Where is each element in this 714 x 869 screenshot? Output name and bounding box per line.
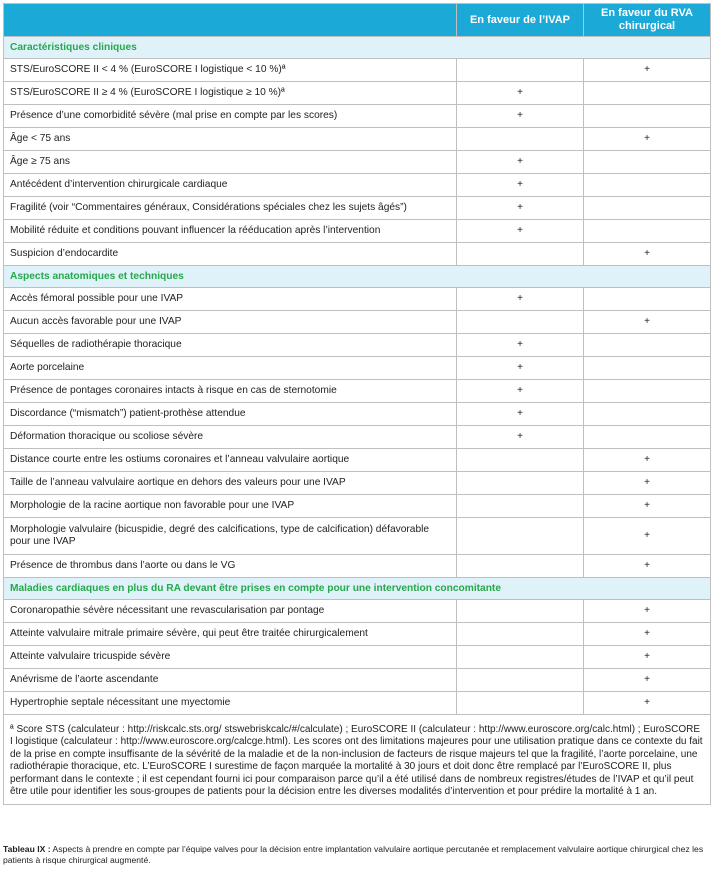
table-row <box>4 646 711 669</box>
rva-mark-cell <box>584 82 711 105</box>
table-row <box>4 334 711 357</box>
ivap-mark-cell: + <box>457 288 584 311</box>
header-ivap: En faveur de l’IVAP <box>457 4 584 37</box>
rva-mark-cell <box>584 105 711 128</box>
table-header-row <box>4 4 711 37</box>
ivap-mark-cell: + <box>457 403 584 426</box>
ivap-mark-cell: + <box>457 334 584 357</box>
caption-label: Tableau IX : <box>3 844 51 854</box>
rva-mark-cell: + <box>584 449 711 472</box>
rva-mark-cell <box>584 357 711 380</box>
criterion-cell: Présence de pontages coronaires intacts à risque en cas de sternotomie <box>4 380 457 403</box>
table-row <box>4 311 711 334</box>
table-row <box>4 600 711 623</box>
rva-mark-cell: + <box>584 243 711 266</box>
criterion-cell: Atteinte valvulaire mitrale primaire sévère, qui peut être traitée chirurgicalement <box>4 623 457 646</box>
criterion-cell: Suspicion d’endocardite <box>4 243 457 266</box>
criterion-cell: Présence d’une comorbidité sévère (mal prise en compte par les scores) <box>4 105 457 128</box>
table-row <box>4 426 711 449</box>
table-row <box>4 174 711 197</box>
criterion-cell: Atteinte valvulaire tricuspide sévère <box>4 646 457 669</box>
header-blank-cell <box>4 4 457 37</box>
ivap-mark-cell: + <box>457 426 584 449</box>
criterion-cell: Aorte porcelaine <box>4 357 457 380</box>
criterion-cell: Coronaropathie sévère nécessitant une revascularisation par pontage <box>4 600 457 623</box>
rva-mark-cell <box>584 197 711 220</box>
table-row <box>4 59 711 82</box>
ivap-mark-cell <box>457 669 584 692</box>
table-row <box>4 518 711 555</box>
rva-mark-cell: + <box>584 311 711 334</box>
rva-mark-cell: + <box>584 646 711 669</box>
table-row <box>4 220 711 243</box>
rva-mark-cell: + <box>584 692 711 715</box>
ivap-mark-cell <box>457 311 584 334</box>
criterion-cell: Fragilité (voir “Commentaires généraux, Considérations spéciales chez les sujets âgés”) <box>4 197 457 220</box>
rva-mark-cell <box>584 334 711 357</box>
criterion-cell: STS/EuroSCORE II ≥ 4 % (EuroSCORE I logistique ≥ 10 %)ª <box>4 82 457 105</box>
criterion-cell: Présence de thrombus dans l’aorte ou dans le VG <box>4 555 457 578</box>
criterion-cell: Morphologie de la racine aortique non favorable pour une IVAP <box>4 495 457 518</box>
table-row <box>4 449 711 472</box>
table-row <box>4 82 711 105</box>
rva-mark-cell: + <box>584 128 711 151</box>
table-row <box>4 105 711 128</box>
ivap-mark-cell: + <box>457 82 584 105</box>
table-container <box>3 3 710 805</box>
table-row <box>4 288 711 311</box>
rva-mark-cell: + <box>584 623 711 646</box>
rva-mark-cell: + <box>584 555 711 578</box>
table-row <box>4 357 711 380</box>
section-title: Maladies cardiaques en plus du RA devant être prises en compte pour une intervention concomitante <box>4 578 711 600</box>
table-row <box>4 472 711 495</box>
ivap-mark-cell <box>457 449 584 472</box>
rva-mark-cell <box>584 220 711 243</box>
criterion-cell: Mobilité réduite et conditions pouvant influencer la rééducation après l’intervention <box>4 220 457 243</box>
criterion-cell: Déformation thoracique ou scoliose sévère <box>4 426 457 449</box>
table-row <box>4 151 711 174</box>
ivap-mark-cell: + <box>457 220 584 243</box>
table-row <box>4 495 711 518</box>
criterion-cell: Hypertrophie septale nécessitant une myectomie <box>4 692 457 715</box>
criterion-cell: Âge ≥ 75 ans <box>4 151 457 174</box>
criterion-cell: Distance courte entre les ostiums coronaires et l’anneau valvulaire aortique <box>4 449 457 472</box>
ivap-mark-cell: + <box>457 380 584 403</box>
ivap-mark-cell <box>457 600 584 623</box>
table-row <box>4 692 711 715</box>
table-row <box>4 623 711 646</box>
criterion-cell: Aucun accès favorable pour une IVAP <box>4 311 457 334</box>
rva-mark-cell <box>584 174 711 197</box>
rva-mark-cell: + <box>584 59 711 82</box>
criterion-cell: Accès fémoral possible pour une IVAP <box>4 288 457 311</box>
ivap-mark-cell <box>457 472 584 495</box>
rva-mark-cell <box>584 403 711 426</box>
rva-mark-cell: + <box>584 472 711 495</box>
ivap-mark-cell <box>457 692 584 715</box>
rva-mark-cell: + <box>584 495 711 518</box>
section-title: Caractéristiques cliniques <box>4 37 711 59</box>
ivap-mark-cell <box>457 243 584 266</box>
table-caption <box>3 844 710 866</box>
table-body <box>4 37 711 715</box>
rva-mark-cell: + <box>584 669 711 692</box>
criterion-cell: Anévrisme de l’aorte ascendante <box>4 669 457 692</box>
caption-text: Aspects à prendre en compte par l’équipe valves pour la décision entre implantation valvulaire aortique percutanée et remplacement valvulaire aortique chirurgical chez les patients à risque chirurgical augmenté. <box>3 844 704 865</box>
rva-mark-cell: + <box>584 600 711 623</box>
rva-mark-cell <box>584 380 711 403</box>
table-row <box>4 555 711 578</box>
ivap-mark-cell <box>457 518 584 555</box>
criterion-cell: Âge < 75 ans <box>4 128 457 151</box>
table-row <box>4 669 711 692</box>
ivap-mark-cell <box>457 623 584 646</box>
ivap-mark-cell: + <box>457 151 584 174</box>
criterion-cell: Taille de l’anneau valvulaire aortique en dehors des valeurs pour une IVAP <box>4 472 457 495</box>
criterion-cell: STS/EuroSCORE II < 4 % (EuroSCORE I logistique < 10 %)ª <box>4 59 457 82</box>
ivap-mark-cell: + <box>457 357 584 380</box>
ivap-mark-cell <box>457 59 584 82</box>
ivap-mark-cell <box>457 555 584 578</box>
table-row <box>4 243 711 266</box>
table-row <box>4 380 711 403</box>
ivap-mark-cell <box>457 495 584 518</box>
rva-mark-cell <box>584 426 711 449</box>
section-title: Aspects anatomiques et techniques <box>4 266 711 288</box>
footnote: ª Score STS (calculateur : http://riskcalc.sts.org/ stswebriskcalc/#/calculate) ; EuroSCORE II (calculateur : http://www.euroscore.org/calc.html) ; EuroSCORE I logistique (calculateur : http://www.euroscore.org/calcge.html). Les scores ont des limitations majeures pour une utilisation pratique dans ce contexte du fait de la prise en compte insuffisante de la sévérité de la maladie et de la non-inclusion de facteurs de risque majeurs tel que la fragilité, l’aorte porcelaine, une radiothérapie thoracique, etc. L’EuroSCORE I surestime de façon marquée la mortalité à 30 jours et doit donc être remplacé par l’EuroSCORE II, plus performant dans le contexte ; il est cependant fourni ici pour comparaison parce qu’il a été utilisé dans de nombreux registres/études de l’IVAP et qu’il peut être utile pour identifier les sous-groupes de patients pour la décision entre les diverses modalités d’intervention et pour prédire la mortalité à 1 an. <box>4 715 711 805</box>
criterion-cell: Morphologie valvulaire (bicuspidie, degré des calcifications, type de calcification) défavorable pour une IVAP <box>4 518 457 555</box>
section-row <box>4 266 711 288</box>
ivap-mark-cell <box>457 128 584 151</box>
criterion-cell: Discordance (“mismatch”) patient-prothèse attendue <box>4 403 457 426</box>
table-row <box>4 403 711 426</box>
ivap-mark-cell: + <box>457 174 584 197</box>
table-row <box>4 197 711 220</box>
criterion-cell: Antécédent d’intervention chirurgicale cardiaque <box>4 174 457 197</box>
ivap-mark-cell <box>457 646 584 669</box>
section-row <box>4 37 711 59</box>
footnote-row <box>4 715 711 805</box>
criterion-cell: Séquelles de radiothérapie thoracique <box>4 334 457 357</box>
table-row <box>4 128 711 151</box>
rva-mark-cell <box>584 151 711 174</box>
rva-mark-cell: + <box>584 518 711 555</box>
ivap-mark-cell: + <box>457 197 584 220</box>
header-rva: En faveur du RVA chirurgical <box>584 4 711 37</box>
ivap-mark-cell: + <box>457 105 584 128</box>
rva-mark-cell <box>584 288 711 311</box>
decision-table <box>3 3 711 805</box>
section-row <box>4 578 711 600</box>
